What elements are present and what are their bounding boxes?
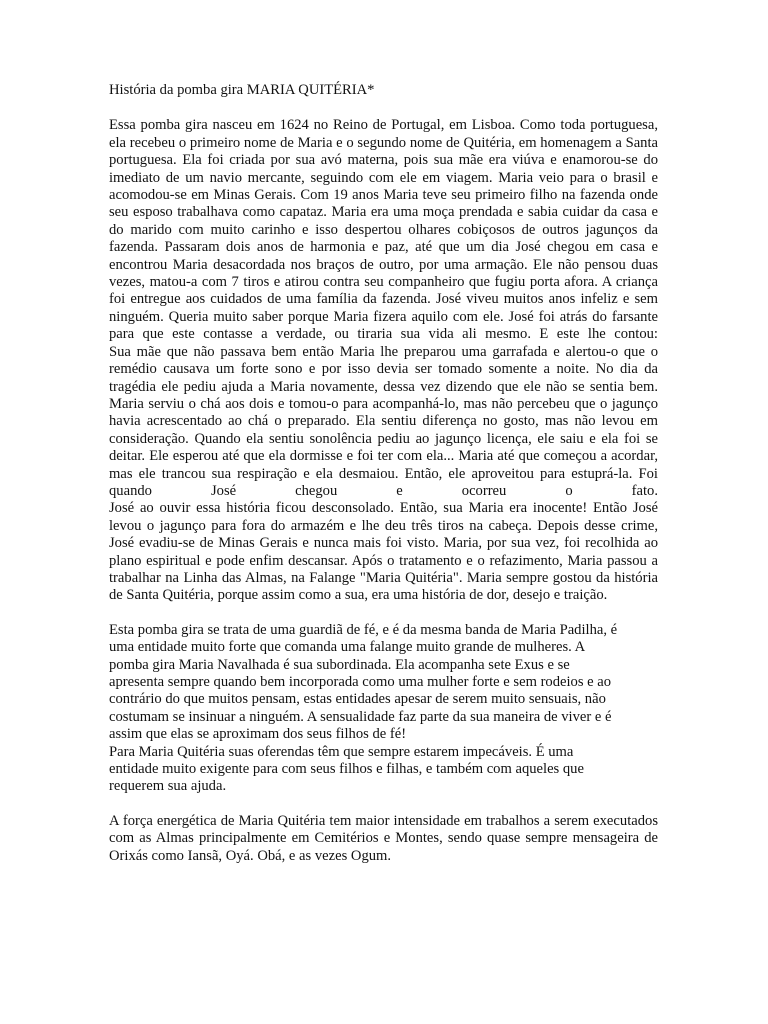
paragraph-line: entidade muito exigente para com seus filhos e filhas, e também com aqueles que	[109, 761, 584, 778]
paragraph-origin-story	[109, 117, 658, 604]
paragraph-line: Para Maria Quitéria suas oferendas têm que sempre estarem impecáveis. É uma	[109, 743, 574, 760]
paragraph-line: assim que elas se aproximam dos seus filhos de fé!	[109, 726, 407, 743]
paragraph-line: contrário do que muitos pensam, estas entidades apesar de serem muito sensuais, não	[109, 691, 606, 708]
document-page	[109, 82, 658, 882]
paragraph-line: apresenta sempre quando bem incorporada como uma mulher forte e sem rodeios e ao	[109, 674, 612, 690]
paragraph-energy: A força energética de Maria Quitéria tem maior intensidade em trabalhos a serem executados com as Almas principalmente em Cemitérios e Montes, sendo quase sempre mensageira de Orixás como Iansã, Oyá. Obá, e as vezes Ogum.	[109, 812, 658, 864]
paragraph-text: Essa pomba gira nasceu em 1624 no Reino de Portugal, em Lisboa. Como toda portuguesa, ela recebeu o primeiro nome de Maria e o segundo nome de Quitéria, em homenagem a Santa portuguesa. Ela foi criada por sua avó materna, pois sua mãe era viúva e enamorou-se do imediato de um navio mercante, seguindo com ele em viagem. Maria veio para o brasil e acomodou-se em Minas Gerais. Com 19 anos Maria teve seu primeiro filho na fazenda onde seu esposo trabalhava como capataz. Maria era uma moça prendada e sabia cuidar da casa e do marido com muito carinho e isso despertou olhares cobiçosos de outros jagunços da fazenda. Passaram dois anos de harmonia e paz, até que um dia José chegou em casa e encontrou Maria desacordada nos braços de outro, por uma armação. Ele não pensou duas vezes, matou-a com 7 tiros e atirou contra seu companheiro que fugiu porta afora. A criança foi entregue aos cuidados de uma família da fazenda. José viveu muitos anos infeliz e sem ninguém. Queria muito saber porque Maria fizera aquilo com ele. José foi atrás do farsante para que este contasse a verdade, ou tiraria sua vida ali mesmo. E este lhe contou:	[109, 117, 658, 343]
paragraph-line: Esta pomba gira se trata de uma guardiã de fé, e é da mesma banda de Maria Padilha, é	[109, 621, 618, 638]
paragraph-line: pomba gira Maria Navalhada é sua subordinada. Ela acompanha sete Exus e se	[109, 656, 570, 673]
paragraph-line: costumam se insinuar a ninguém. A sensualidade faz parte da sua maneira de viver e é	[109, 708, 612, 725]
paragraph-guardian	[109, 622, 658, 796]
paragraph-line: uma entidade muito forte que comanda uma falange muito grande de mulheres. A	[109, 639, 586, 656]
paragraph-line: requerem sua ajuda.	[109, 778, 227, 795]
paragraph-text: José ao ouvir essa história ficou desconsolado. Então, sua Maria era inocente! Então José levou o jagunço para fora do armazém e lhe deu três tiros na cabeça. Depois desse crime, José evadiu-se de Minas Gerais e nunca mais foi visto. Maria, por sua vez, foi recolhida ao plano espiritual e pode enfim descansar. Após o tratamento e o refazimento, Maria passou a trabalhar na Linha das Almas, na Falange "Maria Quitéria". Maria sempre gostou da história de Santa Quitéria, porque assim como a sua, era uma história de dor, desejo e traição.	[109, 500, 658, 604]
paragraph-text: Sua mãe que não passava bem então Maria lhe preparou uma garrafada e alertou-o que o remédio causava um forte sono e por isso devia ser tomado somente a noite. No dia da tragédia ele pediu ajuda a Maria novamente, dessa vez dizendo que ele não se sentia bem. Maria serviu o chá aos dois e tomou-o para acompanhá-lo, mas não percebeu que o jagunço havia acrescentado ao chá o preparado. Ela sentiu diferença no gosto, mas não levou em consideração. Quando ela sentiu sonolência pediu ao jagunço licença, ele saiu e ela foi se deitar. Ele esperou até que ela dormisse e foi ter com ela... Maria até que começou a acordar, mas ele trancou sua respiração e ela desmaiou. Então, ele aproveitou para estuprá-la. Foi quando José chegou e ocorreu o fato.	[109, 343, 658, 499]
document-title: História da pomba gira MARIA QUITÉRIA*	[109, 82, 375, 98]
